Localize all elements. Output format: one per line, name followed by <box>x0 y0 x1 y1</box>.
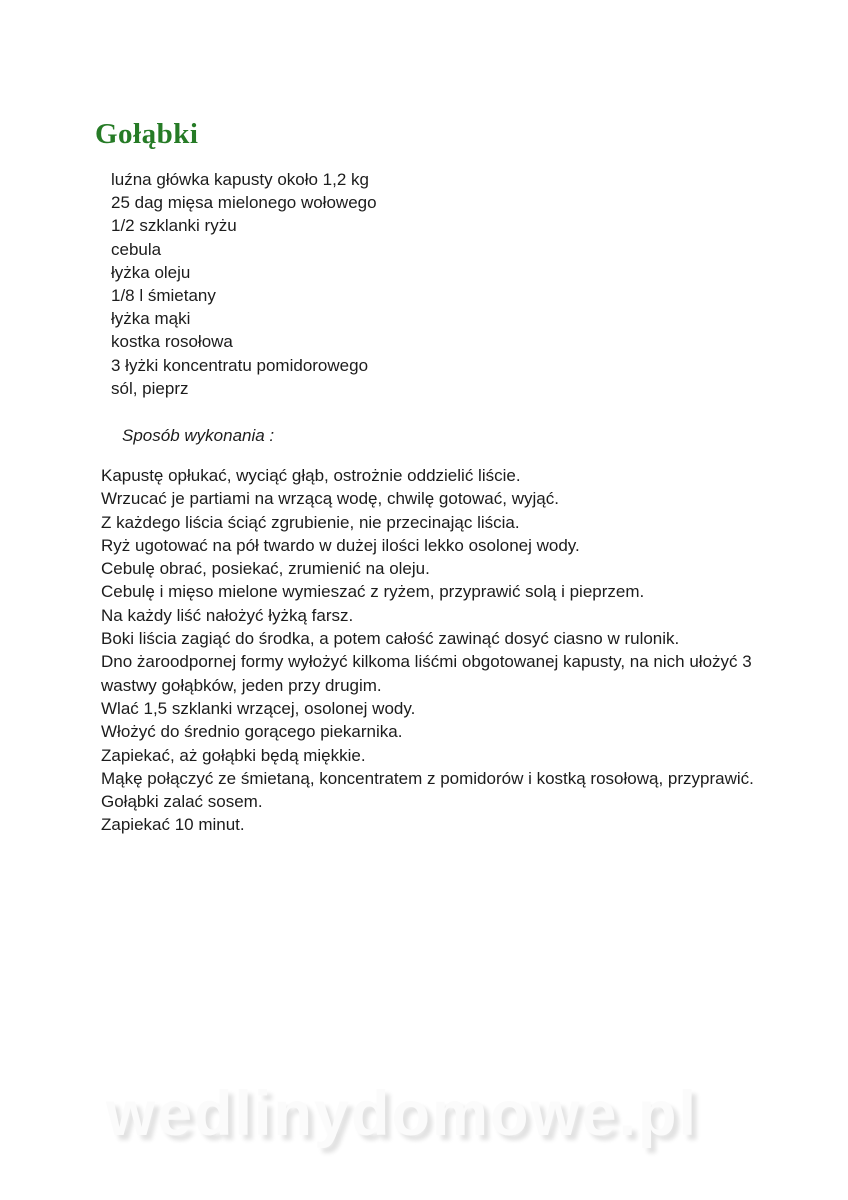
method-heading: Sposób wykonania : <box>122 426 275 445</box>
instruction-line: Ryż ugotować na pół twardo w dużej ilości lekko osolonej wody. <box>101 535 580 555</box>
watermark: wedlinydomowe.pl <box>106 1079 699 1149</box>
ingredient-line: łyżka mąki <box>111 309 191 329</box>
instruction-line: Wrzucać je partiami na wrzącą wodę, chwilę gotować, wyjąć. <box>101 489 559 509</box>
instruction-line: Kapustę opłukać, wyciąć głąb, ostrożnie oddzielić liście. <box>101 466 521 485</box>
ingredient-line: 1/8 l śmietany <box>111 286 216 306</box>
instruction-line: Zapiekać 10 minut. <box>101 815 245 835</box>
ingredient-line: 1/2 szklanki ryżu <box>111 216 237 236</box>
instruction-line: Z każdego liścia ściąć zgrubienie, nie przecinając liścia. <box>101 512 520 532</box>
instruction-line: Na każdy liść nałożyć łyżką farsz. <box>101 605 354 625</box>
ingredient-line: luźna główka kapusty około 1,2 kg <box>111 170 369 189</box>
ingredients-list <box>111 168 377 400</box>
ingredient-line: sól, pieprz <box>111 378 189 398</box>
ingredient-line: 25 dag mięsa mielonego wołowego <box>111 193 377 213</box>
instruction-line: Dno żaroodpornej formy wyłożyć kilkoma liśćmi obgotowanej kapusty, na nich ułożyć 3 <box>101 652 752 672</box>
recipe-title: Gołąbki <box>95 118 199 151</box>
instructions <box>101 464 754 837</box>
instruction-line: Wlać 1,5 szklanki wrzącej, osolonej wody. <box>101 698 416 718</box>
instruction-line: wastwy gołąbków, jeden przy drugim. <box>101 675 382 695</box>
ingredient-line: kostka rosołowa <box>111 332 233 352</box>
instruction-line: Zapiekać, aż gołąbki będą miękkie. <box>101 745 366 765</box>
instruction-line: Cebulę obrać, posiekać, zrumienić na oleju. <box>101 559 430 579</box>
instruction-line: Mąkę połączyć ze śmietaną, koncentratem z pomidorów i kostką rosołową, przyprawić. <box>101 768 754 788</box>
ingredient-line: cebula <box>111 239 162 259</box>
instruction-line: Boki liścia zagiąć do środka, a potem całość zawinąć dosyć ciasno w rulonik. <box>101 629 680 649</box>
ingredient-line: 3 łyżki koncentratu pomidorowego <box>111 355 369 375</box>
instruction-line: Włożyć do średnio gorącego piekarnika. <box>101 722 403 742</box>
instruction-line: Cebulę i mięso mielone wymieszać z ryżem, przyprawić solą i pieprzem. <box>101 582 645 602</box>
instruction-line: Gołąbki zalać sosem. <box>101 792 263 812</box>
ingredient-line: łyżka oleju <box>111 262 191 282</box>
